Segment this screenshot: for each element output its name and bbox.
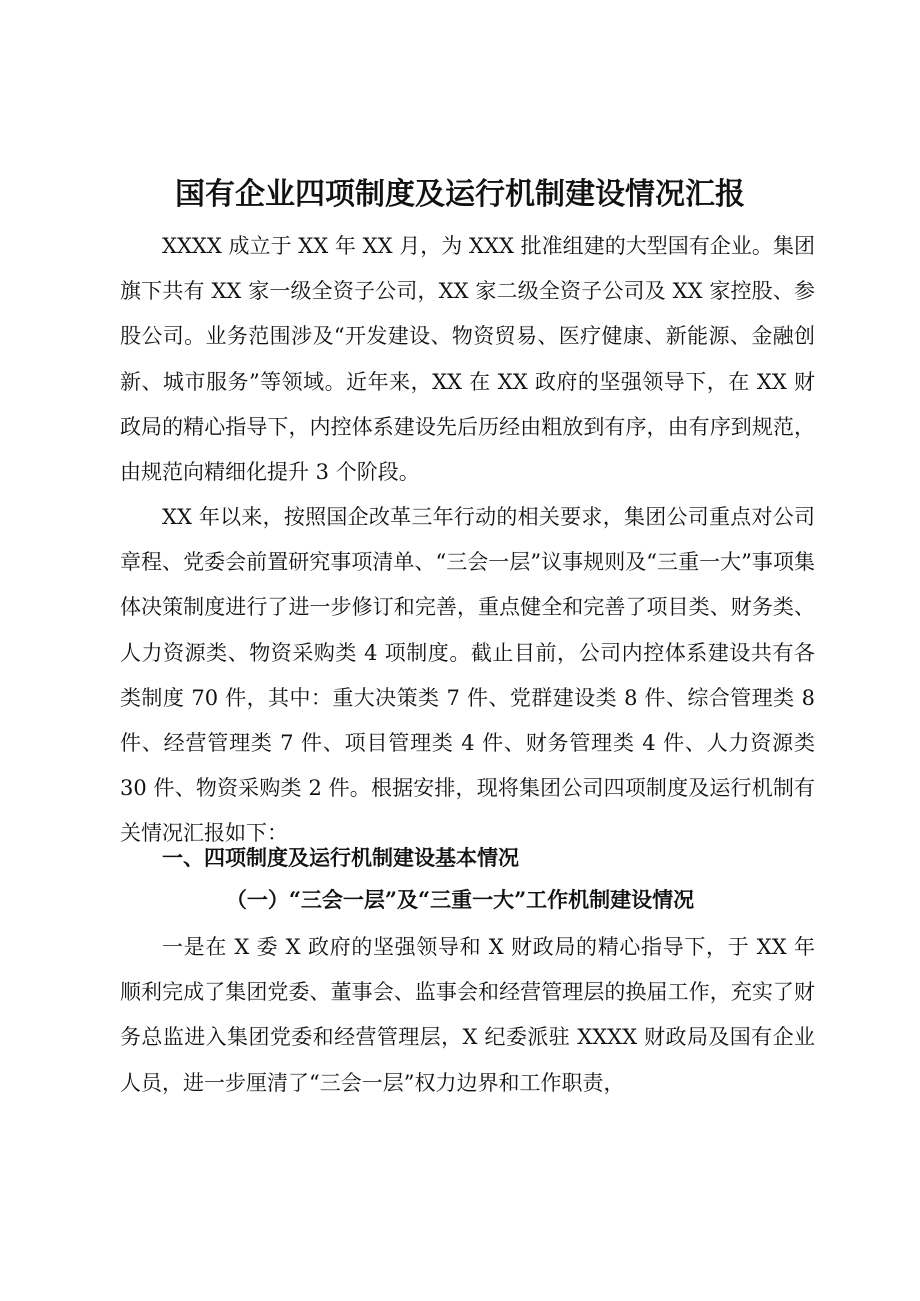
paragraph-company-overview: [120, 224, 815, 495]
paragraph-text: 一是在 X 委 X 政府的坚强领导和 X 财政局的精心指导下，于 XX 年顺利完成了集团党委、董事会、监事会和经营管理层的换届工作，充实了财务总监进入集团党委和经营管理层，X 纪委派驻 XXXX 财政局及国有企业人员，进一步厘清了“三会一层”权力边界和工作职责，: [120, 935, 815, 1095]
document-title: 国有企业四项制度及运行机制建设情况汇报: [175, 177, 745, 212]
paragraph-text: XXXX 成立于 XX 年 XX 月，为 XXX 批准组建的大型国有企业。集团旗下共有 XX 家一级全资子公司，XX 家二级全资子公司及 XX 家控股、参股公司。业务范围涉及“开发建设、物资贸易、医疗健康、新能源、金融创新、城市服务”等领域。近年来，XX 在 XX 政府的坚强领导下，在 XX 财政局的精心指导下，内控体系建设先后历经由粗放到有序，由有序到规范，由规范向精细化提升 3 个阶段。: [120, 234, 815, 485]
paragraph-text: XX 年以来，按照国企改革三年行动的相关要求，集团公司重点对公司章程、党委会前置研究事项清单、“三会一层”议事规则及“三重一大”事项集体决策制度进行了进一步修订和完善，重点健全和完善了项目类、财务类、人力资源类、物资采购类 4 项制度。截止目前，公司内控体系建设共有各类制度 70 件，其中：重大决策类 7 件、党群建设类 8 件、综合管理类 8 件、经营管理类 7 件、项目管理类 4 件、财务管理类 4 件、人力资源类 30 件、物资采购类 2 件。根据安排，现将集团公司四项制度及运行机制有关情况汇报如下：: [120, 505, 815, 846]
section-heading: 一、四项制度及运行机制建设基本情况: [162, 846, 519, 870]
paragraph-system-revision: [120, 495, 815, 857]
subsection-heading: （一）“三会一层”及“三重一大”工作机制建设情况: [225, 887, 695, 912]
paragraph-governance: [120, 925, 815, 1106]
